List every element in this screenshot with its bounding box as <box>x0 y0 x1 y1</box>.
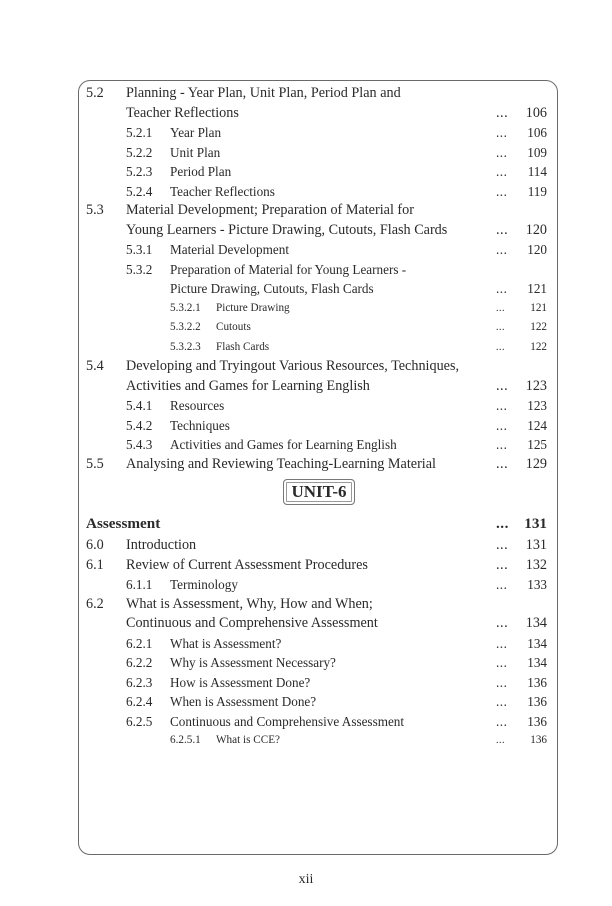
toc-entry-page: 114 <box>527 164 547 179</box>
toc-entry-page: 136 <box>527 713 547 729</box>
toc-entry-title: Assessment <box>86 515 161 532</box>
toc-leader: ... <box>496 674 508 690</box>
toc-entry-number: 6.2.2 <box>126 655 153 670</box>
toc-unit-title-row[interactable] <box>86 512 552 536</box>
toc-entry-number: 6.2 <box>86 595 104 612</box>
table-of-contents <box>86 84 552 751</box>
toc-entry-number: 6.0 <box>86 537 104 553</box>
toc-entry-page: 136 <box>527 674 547 690</box>
toc-entry-page: 129 <box>525 455 547 472</box>
toc-leader: ... <box>496 537 509 553</box>
toc-entry-page: 123 <box>525 377 547 394</box>
toc-entry-title: Resources <box>170 398 225 413</box>
toc-entry-row[interactable] <box>86 416 552 436</box>
toc-entry-page: 131 <box>524 515 547 532</box>
toc-entry-page: 136 <box>530 734 547 746</box>
toc-entry-title: Terminology <box>170 577 238 592</box>
toc-entry-title: Flash Cards <box>216 340 270 353</box>
toc-entry-title: Year Plan <box>170 125 222 140</box>
toc-entry-number: 5.3.1 <box>126 242 153 257</box>
toc-entry-page: 132 <box>525 556 547 573</box>
toc-entry-number: 6.2.3 <box>126 674 153 690</box>
toc-entry-number: 5.2.2 <box>126 144 153 160</box>
toc-entry-row[interactable] <box>86 84 552 104</box>
toc-entry-row[interactable] <box>86 104 552 124</box>
toc-entry-row[interactable] <box>86 240 552 260</box>
toc-entry-title: When is Assessment Done? <box>170 694 317 709</box>
toc-leader: ... <box>496 341 505 353</box>
toc-entry-page: 109 <box>527 144 547 160</box>
toc-leader: ... <box>496 577 508 592</box>
toc-entry-number: 6.1.1 <box>126 577 153 592</box>
toc-entry-page: 134 <box>527 635 547 651</box>
toc-entry-title: Teacher Reflections <box>126 104 239 121</box>
toc-entry-page: 122 <box>530 321 547 333</box>
toc-entry-title: Picture Drawing, Cutouts, Flash Cards <box>170 281 374 296</box>
toc-entry-page: 123 <box>527 398 547 413</box>
toc-entry-row[interactable] <box>86 595 552 615</box>
toc-entry-page: 122 <box>530 340 547 353</box>
toc-entry-title: Why is Assessment Necessary? <box>170 655 336 670</box>
toc-entry-row[interactable] <box>86 299 552 319</box>
toc-entry-row[interactable] <box>86 712 552 732</box>
toc-entry-row[interactable] <box>86 575 552 595</box>
toc-entry-title: Introduction <box>126 537 197 553</box>
toc-entry-title: Preparation of Material for Young Learners - <box>170 261 407 277</box>
page-number: xii <box>298 872 314 887</box>
toc-leader: ... <box>496 398 508 413</box>
toc-entry-number: 5.3.2.2 <box>170 321 201 333</box>
toc-leader: ... <box>496 655 508 670</box>
toc-entry-page: 124 <box>527 417 547 433</box>
toc-entry-title: Continuous and Comprehensive Assessment <box>170 713 405 729</box>
toc-entry-row[interactable] <box>86 260 552 280</box>
toc-entry-row[interactable] <box>86 162 552 182</box>
toc-entry-title: Techniques <box>170 417 230 433</box>
toc-entry-row[interactable] <box>86 201 552 221</box>
toc-leader: ... <box>496 713 508 729</box>
toc-entry-row[interactable] <box>86 692 552 712</box>
toc-entry-title: Picture Drawing <box>216 301 290 314</box>
toc-entry-page: 121 <box>530 301 547 314</box>
toc-entry-number: 5.2.3 <box>126 164 153 179</box>
toc-entry-title: Period Plan <box>170 164 232 179</box>
toc-entry-row[interactable] <box>86 182 552 202</box>
toc-entry-page: 131 <box>525 537 547 553</box>
toc-entry-page: 119 <box>527 183 547 199</box>
toc-entry-row[interactable] <box>86 455 552 475</box>
toc-entry-page: 134 <box>525 615 547 631</box>
toc-entry-title: Analysing and Reviewing Teaching-Learning Material <box>126 455 436 472</box>
toc-entry-title: Unit Plan <box>170 144 221 160</box>
toc-leader: ... <box>496 125 508 140</box>
toc-entry-number: 5.4.1 <box>126 398 153 413</box>
toc-entry-number: 5.4.2 <box>126 417 153 433</box>
toc-leader: ... <box>496 556 509 573</box>
toc-entry-title: Cutouts <box>216 321 251 333</box>
toc-leader: ... <box>496 515 509 532</box>
toc-leader: ... <box>496 164 508 179</box>
toc-entry-number: 5.4.3 <box>126 437 153 452</box>
toc-entry-title: Material Development; Preparation of Material for <box>126 202 414 218</box>
toc-entry-title: Activities and Games for Learning English <box>126 377 370 394</box>
toc-entry-row[interactable] <box>86 614 552 634</box>
toc-entry-title: What is Assessment? <box>170 635 282 651</box>
toc-entry-row[interactable] <box>86 536 552 556</box>
toc-entry-title: How is Assessment Done? <box>170 674 311 690</box>
toc-leader: ... <box>496 735 505 746</box>
toc-entry-row[interactable] <box>86 318 552 338</box>
toc-entry-title: Material Development <box>170 242 290 257</box>
toc-entry-row[interactable] <box>86 731 552 751</box>
toc-entry-number: 6.2.4 <box>126 694 153 709</box>
toc-entry-number: 6.2.5.1 <box>170 734 201 746</box>
toc-entry-number: 6.2.1 <box>126 635 153 651</box>
toc-entry-row[interactable] <box>86 143 552 163</box>
toc-leader: ... <box>496 377 509 394</box>
toc-leader: ... <box>496 281 508 296</box>
toc-entry-number: 5.3.2.1 <box>170 301 201 314</box>
toc-entry-number: 5.4 <box>86 358 104 374</box>
toc-leader: ... <box>496 242 508 257</box>
toc-entry-row[interactable] <box>86 377 552 397</box>
toc-leader: ... <box>496 322 505 333</box>
toc-leader: ... <box>496 144 508 160</box>
toc-leader: ... <box>496 104 509 121</box>
toc-entry-row[interactable] <box>86 221 552 241</box>
toc-entry-title: Young Learners - Picture Drawing, Cutouts, Flash Cards <box>126 221 448 238</box>
toc-entry-page: 106 <box>525 104 547 121</box>
toc-entry-page: 134 <box>527 655 547 670</box>
toc-entry-row[interactable] <box>86 556 552 576</box>
toc-entry-number: 5.5 <box>86 455 104 472</box>
toc-entry-title: Review of Current Assessment Procedures <box>126 556 368 573</box>
toc-leader: ... <box>496 635 508 651</box>
unit-heading <box>86 474 552 512</box>
toc-entry-number: 5.2.1 <box>126 125 153 140</box>
toc-entry-row[interactable] <box>86 338 552 358</box>
toc-entry-number: 5.2 <box>86 85 104 101</box>
toc-entry-number: 5.2.4 <box>126 183 153 199</box>
toc-entry-page: 106 <box>527 125 547 140</box>
toc-entry-page: 125 <box>527 437 547 452</box>
toc-entry-title: What is Assessment, Why, How and When; <box>126 595 373 612</box>
toc-entry-row[interactable] <box>86 673 552 693</box>
toc-entry-title: Continuous and Comprehensive Assessment <box>126 615 378 631</box>
toc-entry-title: Teacher Reflections <box>170 183 275 199</box>
toc-entry-number: 6.1 <box>86 556 104 573</box>
toc-entry-title: Activities and Games for Learning English <box>170 437 397 452</box>
toc-leader: ... <box>496 183 508 199</box>
toc-section-unit-5 <box>86 84 552 474</box>
toc-leader: ... <box>496 437 508 452</box>
toc-entry-row[interactable] <box>86 357 552 377</box>
toc-entry-page: 133 <box>527 577 547 592</box>
toc-leader: ... <box>496 302 505 314</box>
toc-leader: ... <box>496 615 509 631</box>
unit-label: UNIT-6 <box>283 479 355 505</box>
toc-entry-number: 5.3.2 <box>126 261 153 277</box>
toc-entry-row[interactable] <box>86 653 552 673</box>
toc-entry-row[interactable] <box>86 634 552 654</box>
toc-entry-row[interactable] <box>86 279 552 299</box>
toc-entry-title: What is CCE? <box>216 734 281 746</box>
toc-leader: ... <box>496 417 508 433</box>
toc-entry-page: 120 <box>525 221 547 238</box>
toc-entry-page: 121 <box>527 281 547 296</box>
toc-entry-title: Developing and Tryingout Various Resources, Techniques, <box>126 358 460 374</box>
toc-entry-title: Planning - Year Plan, Unit Plan, Period Plan and <box>126 85 401 101</box>
toc-section-unit-6 <box>86 536 552 751</box>
toc-leader: ... <box>496 455 509 472</box>
toc-entry-number: 6.2.5 <box>126 713 153 729</box>
toc-leader: ... <box>496 694 508 709</box>
toc-entry-row[interactable] <box>86 435 552 455</box>
toc-entry-row[interactable] <box>86 396 552 416</box>
toc-entry-page: 120 <box>527 242 547 257</box>
toc-entry-number: 5.3.2.3 <box>170 340 201 353</box>
toc-leader: ... <box>496 221 509 238</box>
toc-entry-page: 136 <box>527 694 547 709</box>
toc-entry-number: 5.3 <box>86 202 104 218</box>
toc-entry-row[interactable] <box>86 123 552 143</box>
